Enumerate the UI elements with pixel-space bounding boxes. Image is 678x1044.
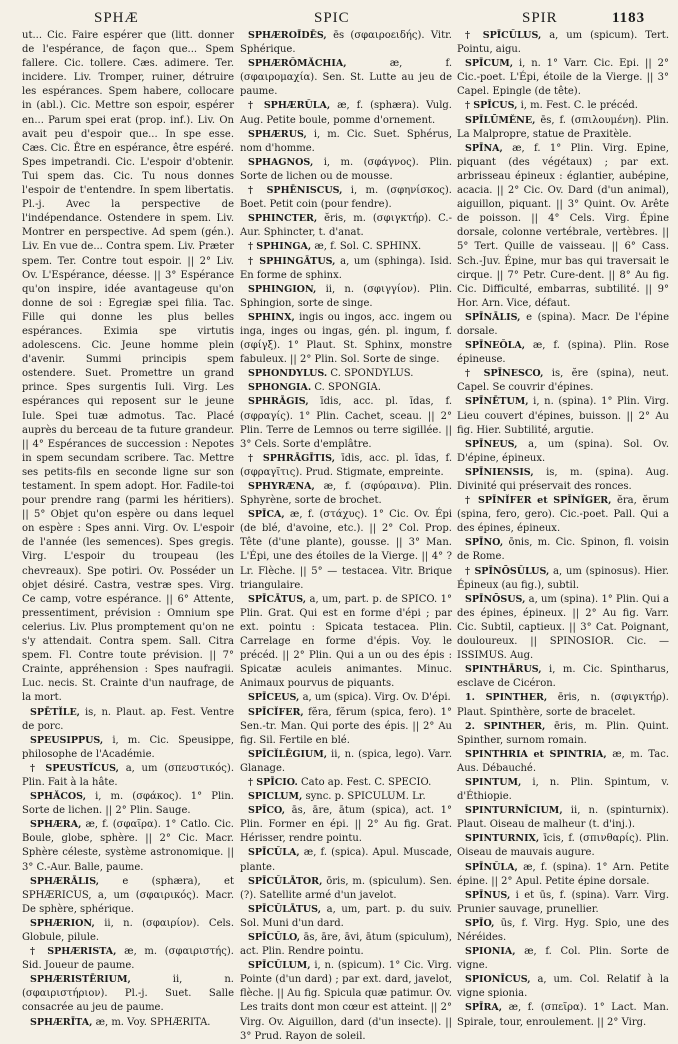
entry-headword: SPINTURNĪCIUM, [465,805,563,817]
entry-headword: SPĪNEUS, [465,438,518,450]
entry-headword: † SPHÆRISTA, [30,946,117,958]
entry-definition: æ, f. 1° Plin. Virg. Epine, piquant (des végétaux) ; par ext. arbrisseau épineux : églantier, aubépine, acacia. || 2° Cic. Ov. Dard (d'un animal), aiguillon, piquant. || 3° Quint. Ov. Arête de poisson. || 4° Cels. Virg. Épine dorsale, colonne vertébrale, vertèbres. || 5° Tert. Quille de vaisseau. || 6° Cass. Sch.-Juv. Épine, mur bas qui traversait le cirque. || 7° Petr. Cure-dent. || 8° Au fig. Cic. Difficulté, embarras, subtilité. || 9° Hor. Arn. Vice, défaut. [457,142,669,309]
entry-headword: SPINTURNIX, [465,833,540,845]
dictionary-entry [240,846,452,874]
entry-headword: SPĪNEŎLA, [465,340,526,352]
entry-headword: SPĪCŬLĀTOR, [248,875,323,887]
entry-definition: ēris, m. Plin. Quint. Spinther, surnom romain. [457,720,669,746]
header-center-guide-word: SPIC [314,10,350,26]
entry-definition: æ, f. (στάχυς). 1° Cic. Ov. Épi (de blé, d'avoine, etc.). || 2° Col. Prop. Tête (d'une plante), gousse. || 3° Man. L'Épi, une des étoiles de la Vierge. || 4° ? Lr. Flèche. || 5° — testacea. Vitr. Brique triangulaire. [240,509,452,591]
entry-headword: SPHONGIA. [248,382,312,394]
entry-definition: ās, āre, ātum (spica), act. 1° Plin. Former en épi. || 2° Au fig. Grat. Hérisser, rendre pointu. [240,805,452,845]
entry-definition: a, um (σπευστικός). Plin. Fait à la hâte. [22,762,234,788]
dictionary-entry [240,790,452,804]
entry-definition: ōris, m. (spiculum). Sen. (?). Satellite armé d'un javelot. [240,875,452,901]
dictionary-entry [240,395,452,451]
entry-headword: SPHYRÆNA, [248,481,315,492]
entry-definition: a, um (spinosus). Hier. Épineux (au fig.), subtil. [457,565,669,591]
entry-definition: æ, f. Col. Plin. Sorte de vigne. [457,946,669,972]
page-number: 1183 [612,10,646,26]
entry-headword: SPĪO, [465,917,495,929]
entry-headword: † SPĪNŌSŬLUS, [465,565,550,577]
entry-definition: æ, f. (spica). Apul. Muscade, plante. [240,847,453,873]
entry-headword: SPĪCĬLĒGIUM, [248,748,328,760]
dictionary-entry [457,438,669,466]
entry-headword: SPHINGION, [248,283,317,295]
entry-headword: † SPHÆRŬLA, [248,100,331,112]
entry-headword: SPĪCEUS, [248,692,300,704]
entry-headword: 1. SPINTHER, [465,692,548,704]
entry-headword: SPHÆRĪTA, [30,1016,93,1028]
entry-headword: SPĪCUM, [465,58,514,70]
dictionary-entry [22,973,234,1015]
entry-headword: SPHRĀGIS, [248,396,309,408]
column-2 [240,29,453,1042]
entry-headword: SPĪCO, [248,805,286,817]
entry-definition: æ, f. (σφύραινα). Plin. Sphyrène, sorte de brochet. [240,481,452,507]
entry-definition: ingis ou ingos, acc. ingem ou inga, inges ou ingas, gén. pl. ingum, f. (σφίγξ). 1° Plaut. St. Sphinx, monstre fabuleux. || 2° Plin. Sol. Sorte de singe. [240,311,452,366]
entry-headword: SPĪNŌSUS, [465,593,526,605]
entry-definition: æ, m. (σφαιριστής). Sid. Joueur de paume. [22,946,234,972]
entry-headword: SPHÆROĪDĒS, [248,30,327,41]
entry-headword: SPĪCĬFER, [248,706,304,718]
dictionary-entry [457,917,669,945]
entry-definition: e (sphæra), et SPHÆRICUS, a, um (σφαιρικός). Macr. De sphère, sphérique. [22,875,234,915]
dictionary-entry [22,706,234,734]
dictionary-entry [457,889,669,917]
entry-definition: æ, f. (spina). Plin. Rose épineuse. [457,340,669,366]
entry-headword: SPHÆRA, [30,819,82,831]
entry-definition: ēs, f. (σπιλουμένη). Plin. La Malpropre, statue de Praxitèle. [457,114,669,140]
entry-headword: SPĪCŬLA, [248,847,300,859]
entry-headword: SPINTHĀRUS, [465,664,542,676]
entry-definition: sync. p. SPICULUM. Lr. [305,791,426,803]
entry-definition: i, m. (σφάγνος). Plin. Sorte de lichen ou de mousse. [240,156,452,182]
column-3 [457,29,670,1028]
entry-headword: † SPHINGA, [248,241,312,253]
dictionary-entry [457,494,669,536]
dictionary-entry [457,339,669,367]
dictionary-entry [240,959,452,1044]
entry-definition: a, um (spica). Virg. Ov. D'épi. [302,692,451,704]
dictionary-entry [240,99,452,127]
entry-headword: SPIONIA, [465,946,516,958]
entry-definition: ii, n. (spica, lego). Varr. Glanage. [240,748,453,774]
dictionary-entry [240,875,452,903]
entry-headword: † SPHINGĀTUS, [248,255,336,267]
entry-definition: æ, f. (sphæra). Vulg. Aug. Petite boule, pomme d'ornement. [240,100,452,126]
dictionary-entry [457,57,669,99]
entry-definition: īdis, acc. pl. īdas, f. (σφραγίς). 1° Plin. Cachet, sceau. || 2° Plin. Terre de Lemnos ou terre sigillée. || 3° Cels. Sorte d'emplâtre. [240,396,452,450]
entry-headword: SPHONDYLUS. [248,368,328,380]
dictionary-entry [240,184,452,212]
entry-headword: † SPHĒNISCUS, [248,185,343,197]
entry-headword: SPHAGNOS, [248,156,314,168]
entry-definition: i, m. (σφηνίσκος). Boet. Petit coin (pour fendre). [240,185,452,211]
entry-definition: a, um, part. p. de SPICO. 1° Plin. Grat. Qui est en forme d'épi ; par ext. pointu : Spicata testacea. Plin. Carrelage en forme d'épis. Voy. le précéd. || 2° Plin. Qui a un ou des épis : Spicatæ aculeis animantes. Minuc. Animaux pourvus de piquants. [240,593,452,690]
entry-definition: æ, m. Voy. SPHÆRITA. [95,1016,211,1028]
entry-definition: is, m. (spina). Aug. Divinité qui préservait des ronces. [457,466,669,492]
entry-definition: ut... Cic. Faire espérer que (litt. donner de l'espérance, de façon que... Spem fallere. Cic. tollere. Cæs. adimere. Ter. incidere. Liv. Tromper, ruiner, détruire les espérances. Spem habere, collocare in (abl.). Cic. Mettre son espoir, espérer en... Parum spei erat (prop. inf.). Liv. On avait peu d'espoir que... In spe esse. Cæs. Cic. Être en espérance, être espéré. Spes impetrandi. Cic. L'espoir d'obtenir. Tui spem das. Cic. Tu nous donnes l'espoir de t'entendre. In spem libertatis. Pl.-j. Avec la perspective de l'indépendance. Ostendere in spem. Liv. Montrer en perspective. Ad spem (gén.). Liv. En vue de... Contra spem. Liv. Præter spem. Ter. Contre tout espoir. || 2° Liv. Ov. L'Espérance, déesse. || 3° Espérance qu'on inspire, idée avantageuse qu'on donne de soi : Egregiæ spei filia. Tac. Fille qui donne les plus belles espérances. Eximia spe virtutis adolescens. Cic. Jeune homme plein d'avenir. Summi principis spem ostendere. Suet. Promettre un grand prince. Spes surgentis Iuli. Virg. Les espérances qui reposent sur le jeune Iule. Spei tuæ admotus. Tac. Placé auprès du berceau de ta future grandeur. || 4° Espérances de succession : Nepotes in spem secundam scribere. Tac. Mettre ses petits-fils en seconde ligne sur son testament. In spem adopt. Hor. Fadile-toi pour prendre rang (parmi les héritiers). || 5° Objet qu'on espère ou dans lequel on espère : Spes anni. Virg. Ov. L'espoir de l'année (les semences). Spes gregis. Virg. L'espoir du troupeau (les chevreaux). Spe potiri. Ov. Posséder un objet désiré. Castra, vestræ spes. Virg. Ce camp, votre espérance. || 6° Attente, pressentiment, prévision : Omnium spe celerius. Liv. Plus promptement qu'on ne s'y attendait. Contra spem. Sall. Citra spem. Fl. Contre toute prévision. || 7° Crainte, appréhension : Spes naufragii. Luc. necis. St. Crainte d'un naufrage, de la mort. [22,30,234,704]
entry-headword: SPĪNĒTUM, [465,396,529,408]
entry-definition: a, um. Col. Relatif à la vigne spionia. [457,974,669,1000]
entry-definition: īdis, acc. pl. īdas, f. (σφραγῖτις). Prud. Stigmate, empreinte. [240,452,453,478]
entry-definition: i, m. Cic. Speusippe, philosophe de l'Académie. [22,734,234,760]
dictionary-entry [457,565,669,593]
entry-definition: i et ūs, f. (spina). Varr. Virg. Prunier sauvage, prunellier. [457,889,669,915]
entry-headword: SPĪNUS, [465,889,511,901]
entry-headword: SPHÆRĀLIS, [30,875,100,887]
dictionary-entry [457,861,669,889]
entry-headword: SPĪCĀTUS, [248,593,307,605]
entry-definition: æ, f. (spina). 1° Arn. Petite épine. || 2° Apul. Petite épine dorsale. [457,861,669,887]
dictionary-entry [22,818,234,874]
dictionary-entry [240,931,452,959]
dictionary-entry [22,945,234,973]
entry-definition: a, um, part. p. du suiv. Sol. Muni d'un dard. [240,903,452,929]
entry-headword: SPĪLŪMĔNE, [465,114,536,126]
dictionary-entry [457,99,669,113]
entry-headword: SPHÆRUS, [248,128,307,140]
dictionary-entry [457,691,669,719]
entry-definition: C. SPONGIA. [314,382,381,394]
entry-definition: i, m. Fest. C. le précéd. [520,100,638,112]
entry-definition: i, n. (spicum). 1° Cic. Virg. Pointe (d'un dard) ; par ext. dard, javelot, flèche. || Au fig. Spicula quæ patimur. Ov. Les traits dont mon cœur est atteint. || 2° Virg. Ov. Aiguillon, dard (d'un insecte). || 3° Prud. Rayon de soleil. [240,960,452,1042]
entry-headword: SPĒTĬLE, [30,706,80,718]
entry-definition: ēris, n. (σφιγκτήρ). Plaut. Spinthère, sorte de bracelet. [457,692,669,718]
dictionary-entry [22,917,234,945]
entry-definition: æ, f. (σφαιρομαχία). Sen. St. Lutte au jeu de paume. [240,58,452,98]
entry-definition: ii, n. (σφαιρίον). Cels. Globule, pilule. [22,917,234,943]
entry-definition: ās, āre, āvi, ātum (spiculum), act. Plin. Rendre pointu. [240,932,453,958]
entry-definition: i, m. Cic. Suet. Sphérus, nom d'homme. [240,128,452,154]
entry-headword: SPĪNĀLIS, [465,311,521,323]
entry-definition: e (spina). Macr. De l'épine dorsale. [457,311,670,337]
dictionary-entry [240,776,452,790]
entry-definition: ĕra, ĕrum (spina, fero, gero). Cic.-poet. Pall. Qui a des épines, épineux. [457,495,669,535]
entry-headword: SPHÆRISTĒRIUM, [30,974,131,986]
dictionary-entry [457,1001,669,1029]
entry-headword: † SPĪNĬFER et SPĪNĬGER, [465,495,612,507]
dictionary-entry [457,311,669,339]
dictionary-entry [457,466,669,494]
dictionary-entry [22,1016,234,1030]
dictionary-entry [240,706,452,748]
dictionary-entry [22,875,234,917]
entry-headword: SPHINX, [248,311,295,323]
entry-definition: i, n. 1° Varr. Cic. Epi. || 2° Cic.-poet. L'Épi, étoile de la Vierge. || 3° Capel. Epingle (de tête). [457,58,669,98]
entry-headword: † SPĪCŬLUS, [465,30,542,41]
entry-definition: is, ĕre (spina), neut. Capel. Se couvrir d'épines. [457,368,669,394]
dictionary-entry [240,212,452,240]
entry-headword: SPĪCŬLO, [248,932,300,943]
dictionary-entry [457,832,669,860]
header-right-guide-word: SPIR [522,10,558,26]
entry-headword: † SPĪNESCO, [465,368,544,380]
dictionary-entry [22,734,234,762]
dictionary-entry [457,945,669,973]
entry-headword: † SPĪCIO. [248,776,298,788]
entry-headword: SPINTHRIA et SPINTRIA, [465,748,607,760]
dictionary-entry [240,748,452,776]
entry-headword: SPĪRA, [465,1002,503,1014]
entry-definition: i, n. (spina). 1° Plin. Virg. Lieu couvert d'épines, buisson. || 2° Au fig. Hier. Subtilité, argutie. [457,396,669,436]
entry-definition: æ, f. (σφαῖρα). 1° Catlo. Cic. Boule, globe, sphère. || 2° Cic. Macr. Sphère céleste, système astronomique. || 3° C.-Aur. Balle, paume. [22,819,234,873]
entry-headword: SPĪNŬLA, [465,861,518,873]
entry-definition: ōnis, m. Cic. Spinon, fl. voisin de Rome. [457,537,669,563]
entry-definition: ii, n. (σφιγγίον). Plin. Sphingion, sorte de singe. [240,283,452,309]
entry-definition: īcis, f. (σπινθαρίς). Plin. Oiseau de mauvais augure. [457,833,669,859]
entry-definition: ēs (σφαιροειδής). Vitr. Sphérique. [240,30,452,56]
dictionary-entry [240,804,452,846]
entry-headword: † SPĪCUS, [465,100,518,112]
entry-definition: ĕris, m. (σφιγκτήρ). C.-Aur. Sphincter, t. d'anat. [240,213,452,239]
entry-definition: Cato ap. Fest. C. SPECIO. [300,776,432,788]
entry-headword: † SPHRĀGĪTIS, [248,452,336,464]
entry-headword: SPHĂCOS, [30,791,87,803]
entry-definition: ūs, f. Virg. Hyg. Spio, une des Néréides. [457,917,669,943]
dictionary-entry [22,790,234,818]
dictionary-entry [457,114,669,142]
dictionary-entry [457,748,669,776]
entry-definition: æ, m. Tac. Aus. Débauché. [457,748,670,774]
entry-definition: C. SPONDYLUS. [330,368,414,380]
dictionary-entry [240,57,452,99]
dictionary-entry [240,691,452,705]
dictionary-entry [457,804,669,832]
dictionary-entry [22,762,234,790]
dictionary-entry [240,367,452,381]
dictionary-entry [457,593,669,663]
entry-headword: SPHÆRION, [30,917,95,929]
entry-definition: ii, n. (spinturnix). Plaut. Oiseau de malheur (t. d'inj.). [457,805,669,831]
entry-headword: SPIONĪCUS, [465,974,531,986]
dictionary-entry [240,508,452,593]
entry-headword: SPĪCA, [248,509,285,521]
entry-definition: æ, f. Sol. C. SPHINX. [314,241,422,253]
dictionary-entry [240,283,452,311]
dictionary-entry [240,156,452,184]
dictionary-entry [457,367,669,395]
dictionary-entry [240,381,452,395]
entry-definition: æ, f. (σπεῖρα). 1° Lact. Man. Spirale, tour, enroulement. || 2° Virg. [457,1002,669,1028]
dictionary-entry [457,720,669,748]
entry-definition: ii, n. (σφαιριστήριον). Pl.-j. Suet. Salle consacrée au jeu de paume. [22,974,234,1014]
dictionary-entry [240,311,452,367]
dictionary-entry [457,536,669,564]
entry-definition: a, um (sphinga). Isid. En forme de sphinx. [240,255,452,281]
entry-definition: a, um (spina). 1° Plin. Qui a des épines, épineux. || 2° Au fig. Varr. Cic. Subtil, captieux. || 3° Cat. Poignant, douloureux. || SPINOSIOR. Cic. — ISSIMUS. Aug. [457,593,669,662]
entry-headword: SPĪCŬLĀTUS, [248,903,322,915]
dictionary-entry [240,128,452,156]
entry-definition: a, um (spina). Sol. Ov. D'épine, épineux. [457,438,670,464]
dictionary-entry [457,973,669,1001]
entry-headword: SPĪNO, [465,537,504,549]
entry-headword: † SPEUSTĬCUS, [30,762,119,774]
dictionary-entry [240,593,452,692]
entry-headword: SPĪNA, [465,142,503,154]
dictionary-entry [240,240,452,254]
entry-headword: SPINTUM, [465,776,522,788]
dictionary-entry [457,663,669,691]
dictionary-entry [457,395,669,437]
dictionary-entry [457,776,669,804]
header-left-guide-word: SPHÆ [94,10,139,26]
dictionary-entry [22,29,234,706]
dictionary-entry [457,29,669,57]
entry-definition: fĕra, fĕrum (spica, fero). 1° Sen.-tr. Man. Qui porte des épis. || 2° Au fig. Sil. Fertile en blé. [240,706,452,746]
dictionary-entry [240,903,452,931]
entry-headword: SPĪNIENSIS, [465,466,534,478]
entry-headword: 2. SPINTHER, [465,720,546,732]
dictionary-entry [240,480,452,508]
dictionary-entry [240,29,452,57]
column-1 [22,29,234,1028]
entry-definition: i, m. (σφάκος). 1° Plin. Sorte de lichen. || 2° Plin. Sauge. [22,791,234,817]
dictionary-entry [240,255,452,283]
entry-headword: SPHÆRŎMĂCHIA, [248,58,347,70]
entry-definition: i, n. Plin. Spintum, v. d'Éthiopie. [457,776,669,803]
entry-definition: i, m. Cic. Spintharus, esclave de Cicéron. [457,664,669,690]
entry-headword: SPICLUM, [248,791,303,803]
entry-headword: SPHINCTER, [248,213,318,225]
dictionary-entry [457,142,669,311]
entry-headword: SPĪCŬLUM, [248,960,311,972]
running-header [0,6,678,30]
entry-definition: a, um (spicum). Tert. Pointu, aigu. [457,30,670,56]
entry-definition: is, n. Plaut. ap. Fest. Ventre de porc. [22,706,234,732]
dictionary-entry [240,452,452,480]
entry-headword: SPEUSIPPUS, [30,734,104,746]
